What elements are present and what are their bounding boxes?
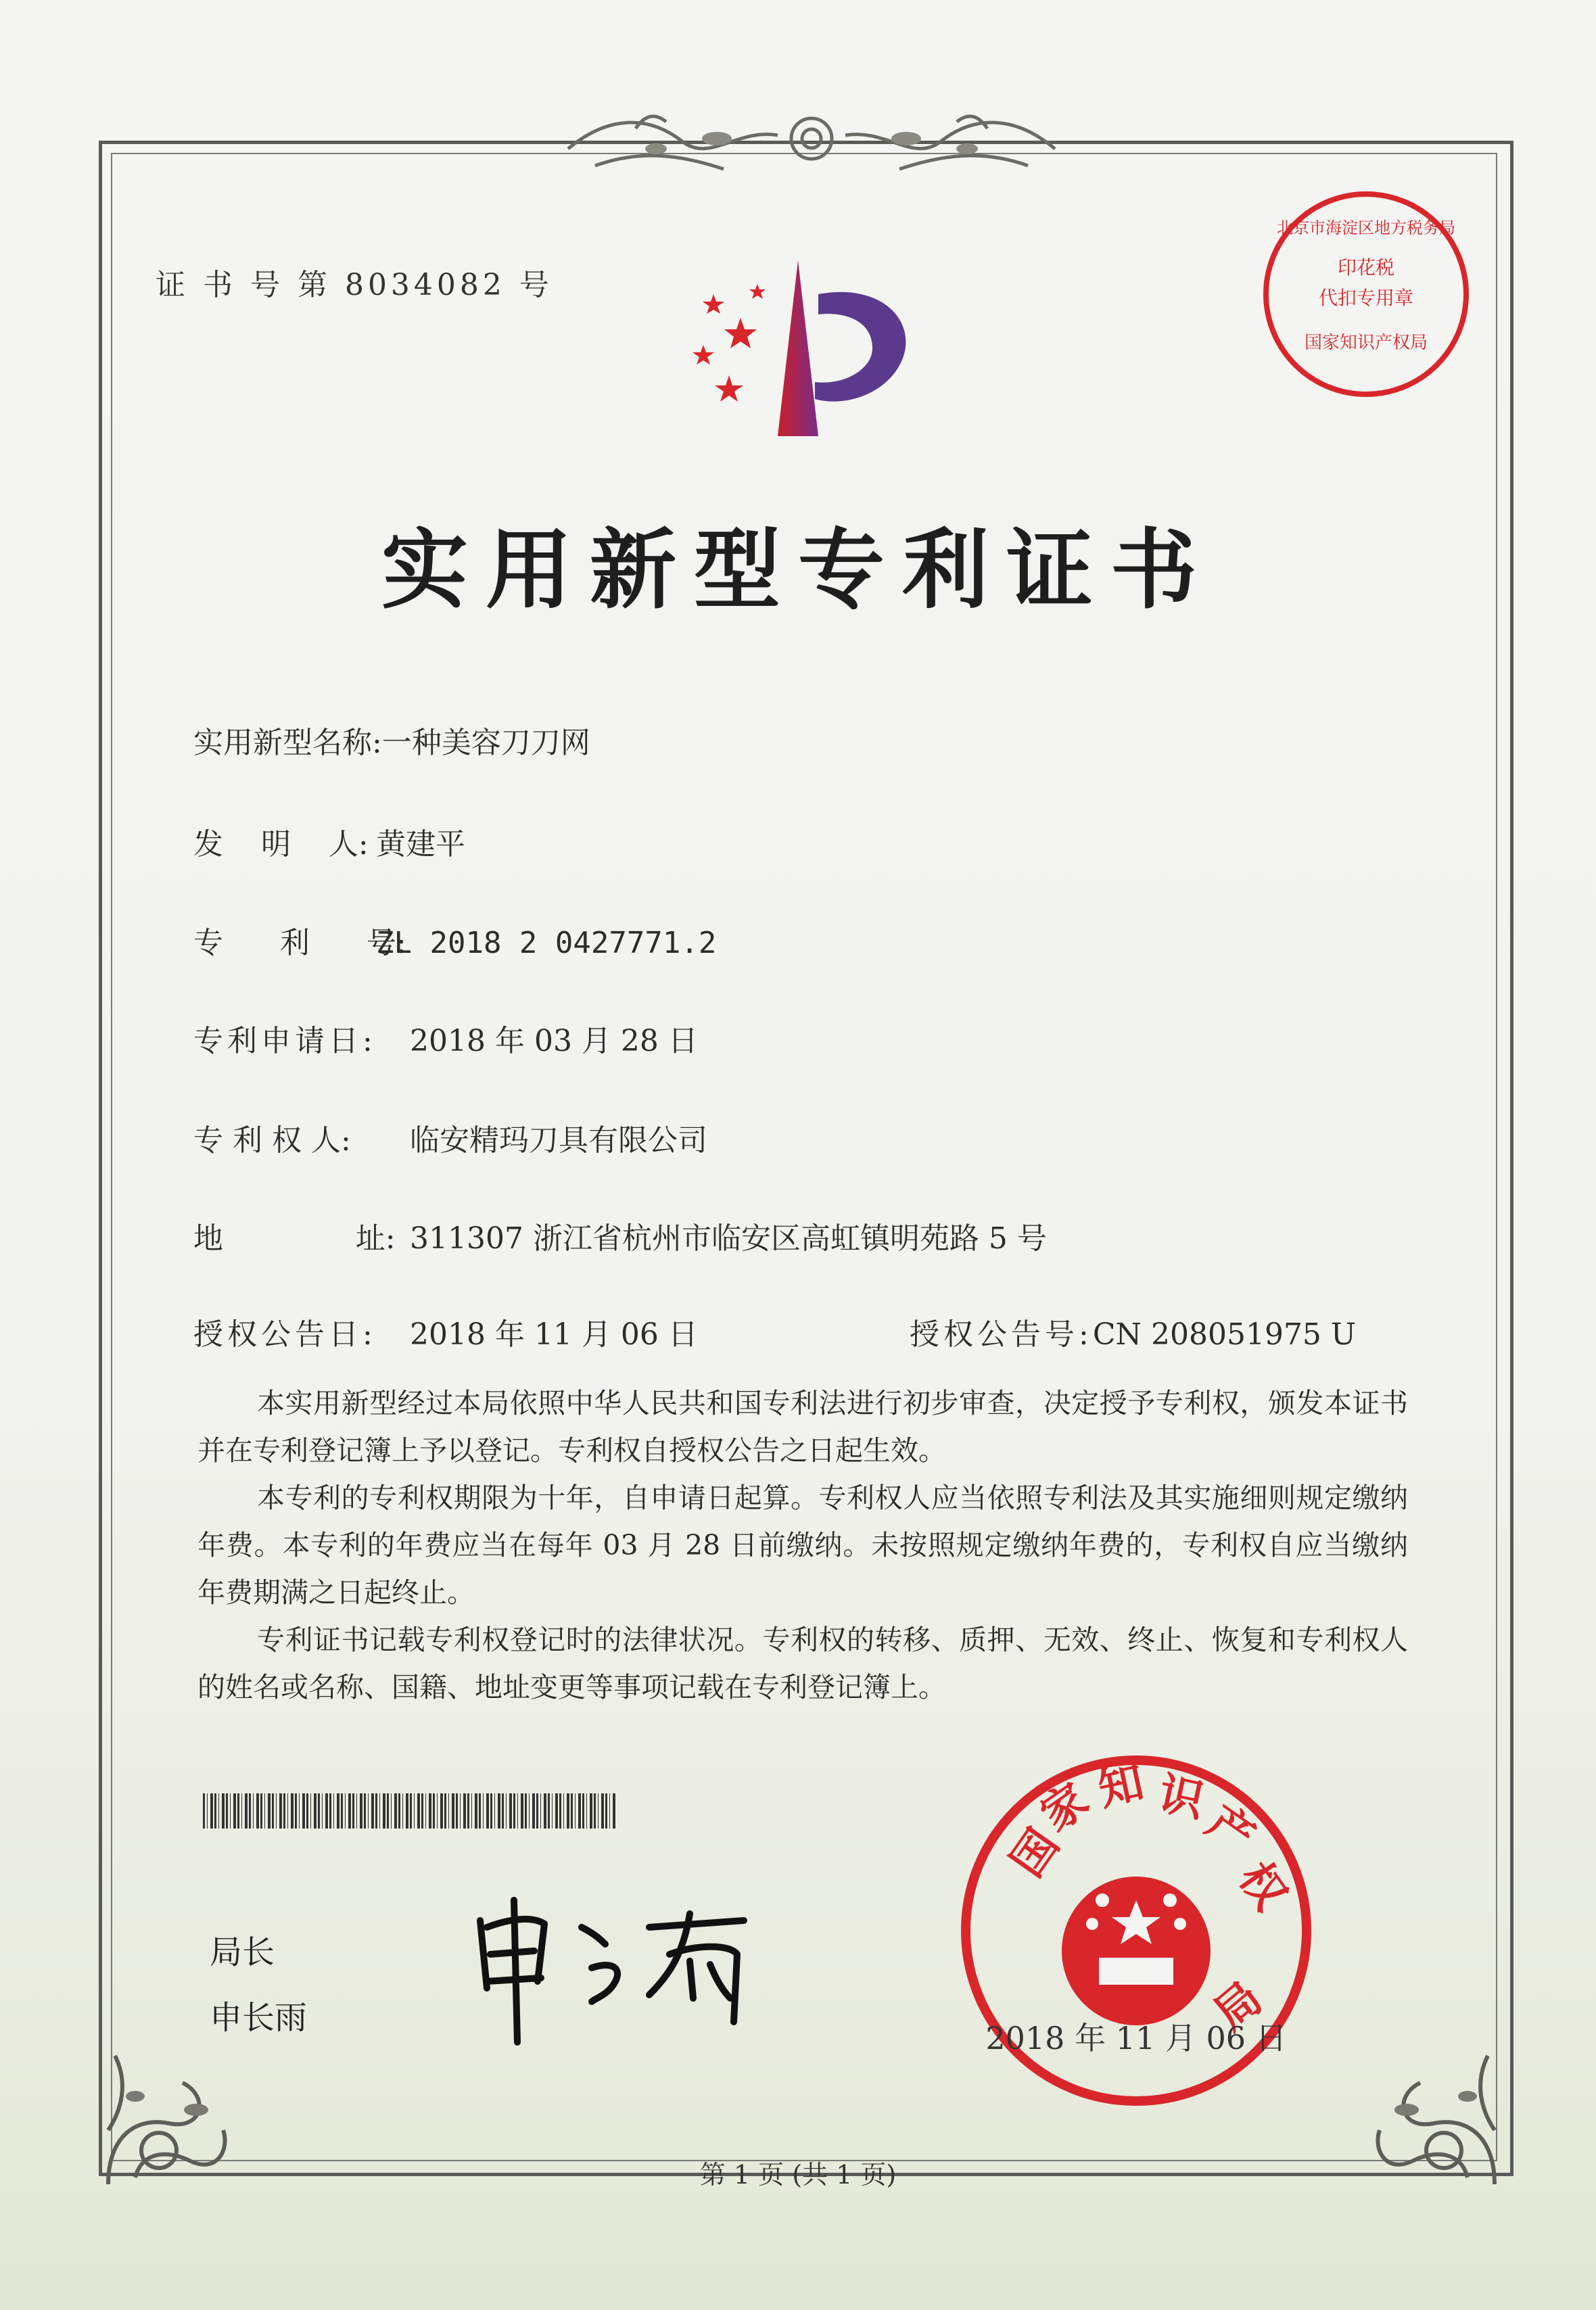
svg-text:国家知识产权局: 国家知识产权局	[1304, 333, 1428, 353]
field-inventor	[193, 820, 465, 863]
field-label: 发 明 人:	[193, 827, 369, 862]
field-value: 临安精玛刀具有限公司	[410, 1123, 707, 1158]
director-title: 局长	[210, 1933, 275, 1971]
field-address	[193, 1214, 1047, 1257]
field-patent-number	[193, 918, 716, 962]
svg-text:代扣专用章: 代扣专用章	[1318, 287, 1414, 309]
field-application-date	[193, 1016, 698, 1060]
field-label: 授权公告日:	[193, 1317, 377, 1352]
tax-stamp	[1258, 186, 1474, 402]
svg-text:家: 家	[1031, 1772, 1098, 1842]
field-label: 专利申请日:	[193, 1024, 377, 1058]
paragraph: 本实用新型经过本局依照中华人民共和国专利法进行初步审查，决定授予专利权，颁发本证书并在专利登记簿上予以登记。专利权自授权公告之日起生效。	[197, 1387, 1408, 1467]
body-text	[197, 1380, 1408, 1711]
field-label: 实用新型名称:	[193, 726, 382, 760]
official-seal	[954, 1748, 1319, 2113]
svg-text:北京市海淀区地方税务局: 北京市海淀区地方税务局	[1277, 218, 1455, 237]
barcode	[203, 1793, 615, 1829]
field-label: 专 利 权 人:	[193, 1123, 351, 1158]
svg-text:印花税: 印花税	[1337, 256, 1395, 279]
seal-date: 2018 年 11 月 06 日	[985, 2020, 1287, 2056]
svg-text:权: 权	[1228, 1852, 1298, 1920]
director-signature	[467, 1880, 818, 2056]
svg-text:产: 产	[1197, 1795, 1265, 1864]
field-patentee	[193, 1116, 707, 1159]
certificate-title: 实用新型专利证书	[381, 519, 1215, 621]
field-label: 授权公告号:	[910, 1317, 1093, 1352]
svg-text:识: 识	[1154, 1766, 1209, 1828]
top-ornament	[555, 101, 1069, 183]
paragraph: 本专利的专利权期限为十年，自申请日起算。专利权人应当依照专利法及其实施细则规定缴纳年费。本专利的年费应当在每年 03 月 28 日前缴纳。未按照规定缴纳年费的，专利权自应当缴纳年费期满之日起终止。	[197, 1482, 1408, 1609]
field-value: CN 208051975 U	[1092, 1317, 1356, 1352]
field-value: 2018 年 03 月 28 日	[410, 1024, 698, 1058]
field-value: 311307 浙江省杭州市临安区高虹镇明苑路 5 号	[410, 1221, 1047, 1256]
field-value: 一种美容刀刀网	[381, 726, 590, 760]
field-grant-number	[910, 1310, 1356, 1353]
page-footer: 第 1 页 (共 1 页)	[699, 2160, 897, 2190]
svg-text:国: 国	[1000, 1819, 1069, 1887]
svg-text:知: 知	[1094, 1755, 1148, 1816]
field-label: 专 利 号:	[193, 926, 406, 960]
field-grant-date	[193, 1310, 698, 1353]
cnipa-logo	[676, 254, 933, 456]
director-name: 申长雨	[210, 1999, 308, 2037]
paragraph: 专利证书记载专利权登记时的法律状况。专利权的转移、质押、无效、终止、恢复和专利权人的姓名或名称、国籍、地址变更等事项记载在专利登记簿上。	[197, 1624, 1408, 1703]
field-value: 2018 年 11 月 06 日	[410, 1317, 698, 1352]
field-value: ZL 2018 2 0427771.2	[376, 926, 717, 960]
field-value: 黄建平	[376, 827, 465, 862]
certificate-number: 证 书 号 第 8034082 号	[156, 268, 553, 302]
field-name	[193, 718, 590, 761]
svg-text:局: 局	[1204, 1971, 1272, 2041]
field-label: 地 址:	[193, 1221, 396, 1256]
